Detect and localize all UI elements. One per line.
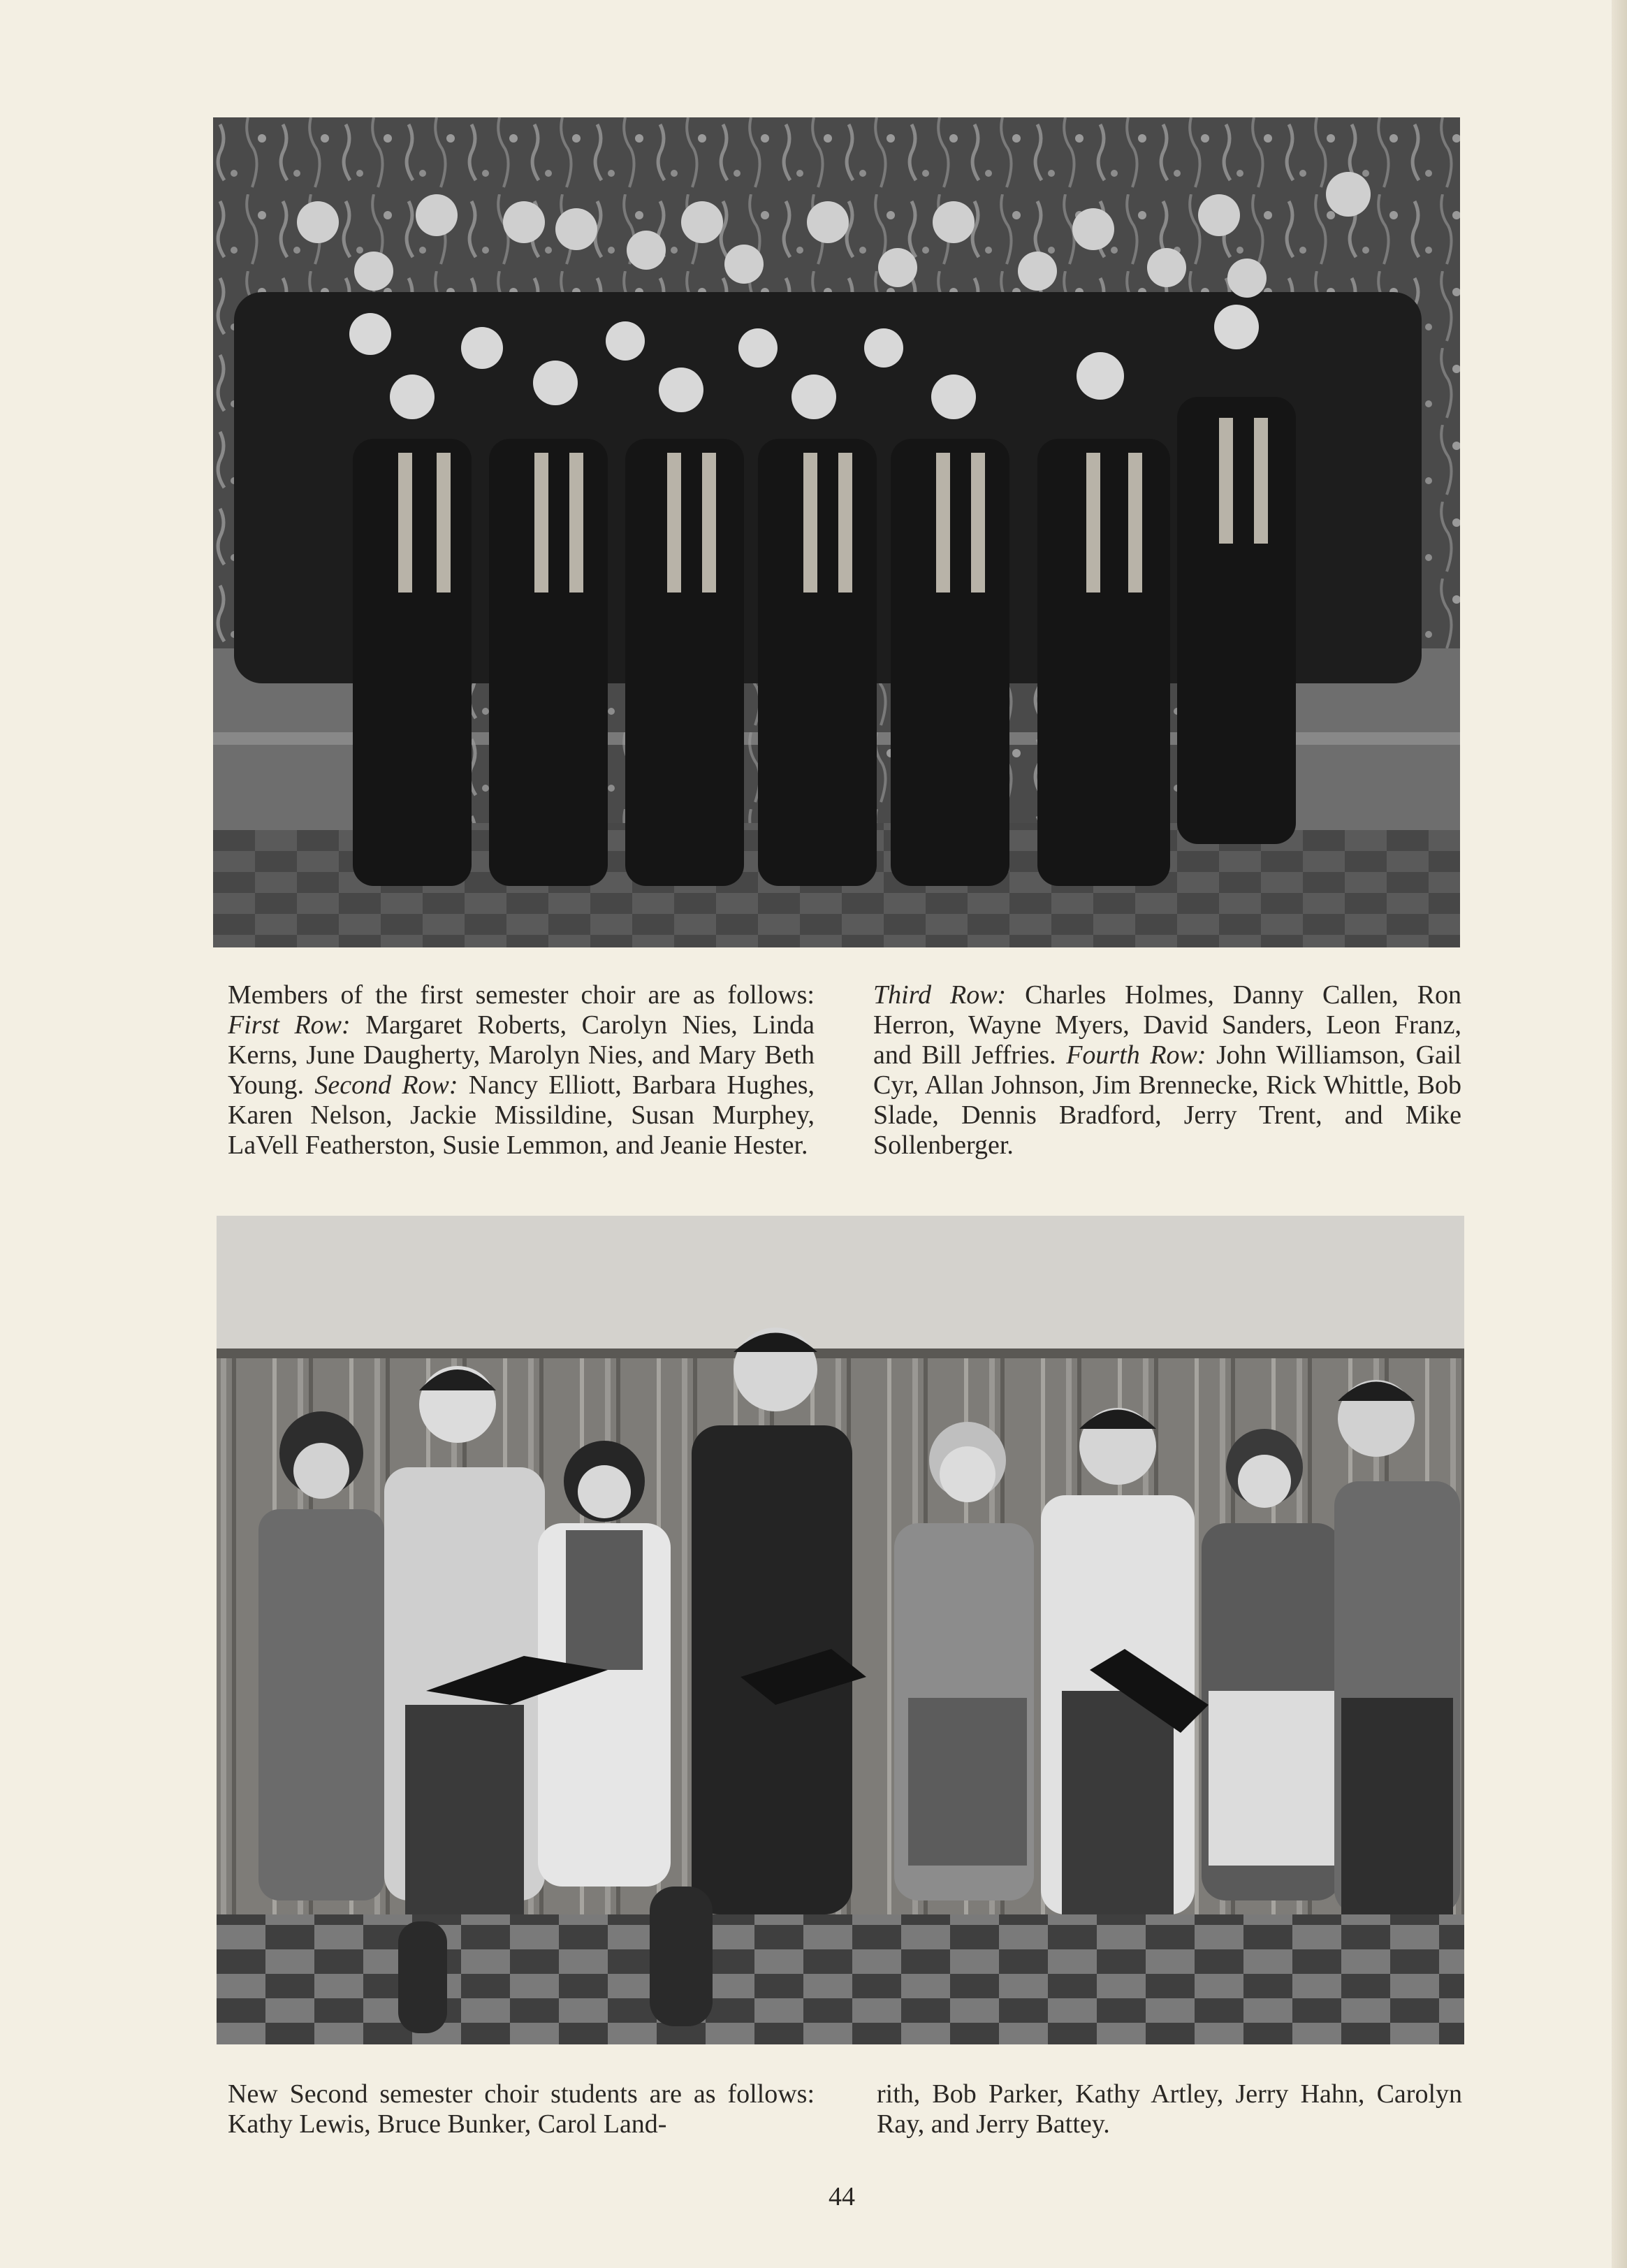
caption-text: Charles Holmes, Danny Callen, Ron Herron, Wayne Myers, David Sanders, Leon Franz, and Bill Jeffries. bbox=[873, 980, 1462, 1070]
page-edge bbox=[1612, 0, 1627, 2268]
row-label: Fourth Row: bbox=[1066, 1040, 1206, 1070]
caption-second-semester-left: New Second semester choir students are as follows: Kathy Lewis, Bruce Bunker, Carol Land- bbox=[228, 2079, 815, 2139]
caption-first-semester-choir-left bbox=[228, 980, 815, 1161]
caption-second-semester-right: rith, Bob Parker, Kathy Artley, Jerry Hahn, Carolyn Ray, and Jerry Battey. bbox=[877, 2079, 1462, 2139]
row-label: Third Row: bbox=[873, 980, 1007, 1010]
choir-group-photo bbox=[213, 117, 1460, 947]
caption-text: John Williamson, Gail Cyr, Allan Johnson, Jim Brennecke, Rick Whittle, Bob Slade, Dennis Bradford, Jerry Trent, and Mike Sollenberger. bbox=[873, 1040, 1462, 1160]
caption-text: Nancy Elliott, Barbara Hughes, Karen Nelson, Jackie Missildine, Susan Murphey, LaVell Featherston, Susie Lemmon, and Jeanie Hester. bbox=[228, 1070, 815, 1160]
page-number: 44 bbox=[829, 2182, 855, 2211]
caption-first-semester-choir-right bbox=[873, 980, 1461, 1161]
row-label: Second Row: bbox=[314, 1070, 458, 1100]
caption-text: Margaret Roberts, Carolyn Nies, Linda Kerns, June Daugherty, Marolyn Nies, and Mary Beth Young. bbox=[228, 1010, 815, 1100]
second-semester-students-photo bbox=[217, 1216, 1464, 2044]
row-label: First Row: bbox=[228, 1010, 351, 1040]
caption-text: Members of the first semester choir are as follows: bbox=[228, 980, 815, 1010]
